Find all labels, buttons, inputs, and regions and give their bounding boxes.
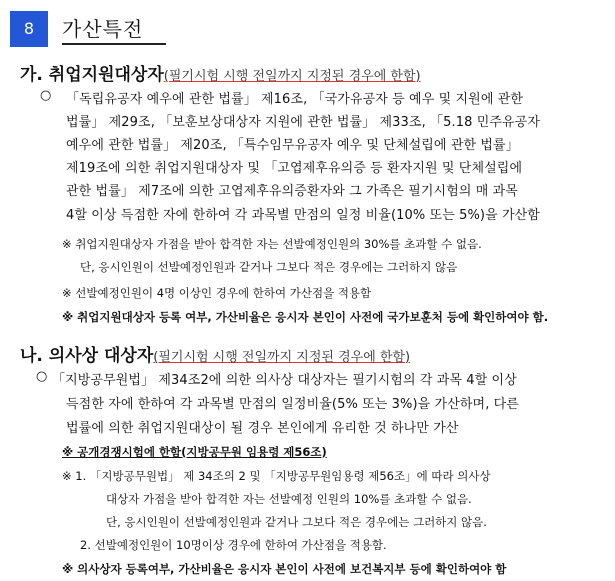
section-b-heading-note: (필기시험 시행 전일까지 지정된 경우에 한함) — [153, 350, 411, 365]
section-b-note: ※ 1. 「지방공무원법」 제 34조의 2 및 「지방공무원임용령 제56조」에 따라 의사상 — [62, 469, 491, 483]
section-b-line: 득점한 자에 한하여 각 과목별 만점의 일정비율(5% 또는 3%)을 가산하며, 다른 — [66, 397, 519, 412]
section-a-line: 제19조에 의한 취업지원대상자 및 「고엽제후유의증 등 환자지원 및 단체설립에 — [66, 161, 523, 176]
section-b-note-underlined: ※ 공개경쟁시험에 한함(지방공무원 임용령 제56조) — [62, 445, 327, 459]
section-a-bullet: ○ — [40, 88, 52, 103]
section-b-note: 단, 응시인원이 선발예정인원과 같거나 그보다 적은 경우에는 그러하지 않음. — [106, 515, 487, 529]
section-b-line: 법률에 의한 취업지원대상이 될 경우 본인에게 유리한 것 하나만 가산 — [66, 421, 459, 436]
section-b-heading-text: 나. 의사상 대상자 — [20, 346, 154, 366]
section-a-note: ※ 선발예정인원이 4명 이상인 경우에 한하여 가산점을 적용함 — [62, 286, 372, 300]
section-title: 가산특전 — [62, 17, 144, 41]
section-number-badge: 8 — [10, 11, 48, 47]
section-b-note: 대상자 가점을 받아 합격한 자는 선발예정 인원의 10%를 초과할 수 없음. — [106, 492, 472, 506]
section-header — [10, 8, 610, 48]
section-a-note: 단, 응시인원이 선발예정인원과 같거나 그보다 적은 경우에는 그러하지 않음 — [80, 260, 458, 274]
section-a-heading-text: 가. 취업지원대상자 — [20, 65, 164, 85]
section-b-note: 2. 선발예정인원이 10명이상 경우에 한하여 가산점을 적용함. — [80, 538, 387, 552]
title-underline — [62, 43, 166, 45]
section-a-note: ※ 취업지원대상자 가점을 받아 합격한 자는 선발예정인원의 30%를 초과할 수 없음. — [62, 237, 482, 251]
section-a-line: 관한 법률」 제7조에 의한 고엽제후유의증환자와 그 가족은 필기시험의 매 과목 — [66, 184, 518, 199]
section-a-line: 「독립유공자 예우에 관한 법률」 제16조, 「국가유공자 등 예우 및 지원에 관한 — [66, 92, 524, 107]
section-b-line: 「지방공무원법」 제34조2에 의한 의사상 대상자는 필기시험의 각 과목 4할 이상 — [52, 373, 517, 388]
section-a-heading — [20, 60, 421, 85]
section-a-line: 4할 이상 득점한 자에 한하여 각 과목별 만점의 일정 비율(10% 또는 5%)을 가산함 — [66, 208, 540, 223]
section-a-note-bold: ※ 취업지원대상자 등록 여부, 가산비율은 응시자 본인이 사전에 국가보훈처 등에 확인하여야 함. — [62, 310, 549, 324]
section-b-note-bold: ※ 의사상자 등록여부, 가산비율은 응시자 본인이 사전에 보건복지부 등에 확인하여야 함 — [62, 562, 507, 576]
section-a-line: 예우에 관한 법률」 제20조, 「특수임무유공자 예우 및 단체설립에 관한 법률」 — [66, 138, 519, 153]
section-a-heading-note: (필기시험 시행 전일까지 지정된 경우에 한함) — [163, 69, 421, 84]
section-b-bullet: ○ — [36, 369, 48, 384]
section-a-line: 법률」 제29조, 「보훈보상대상자 지원에 관한 법률」 제33조, 「5.18 민주유공자 — [66, 115, 541, 130]
section-b-heading — [20, 341, 410, 366]
